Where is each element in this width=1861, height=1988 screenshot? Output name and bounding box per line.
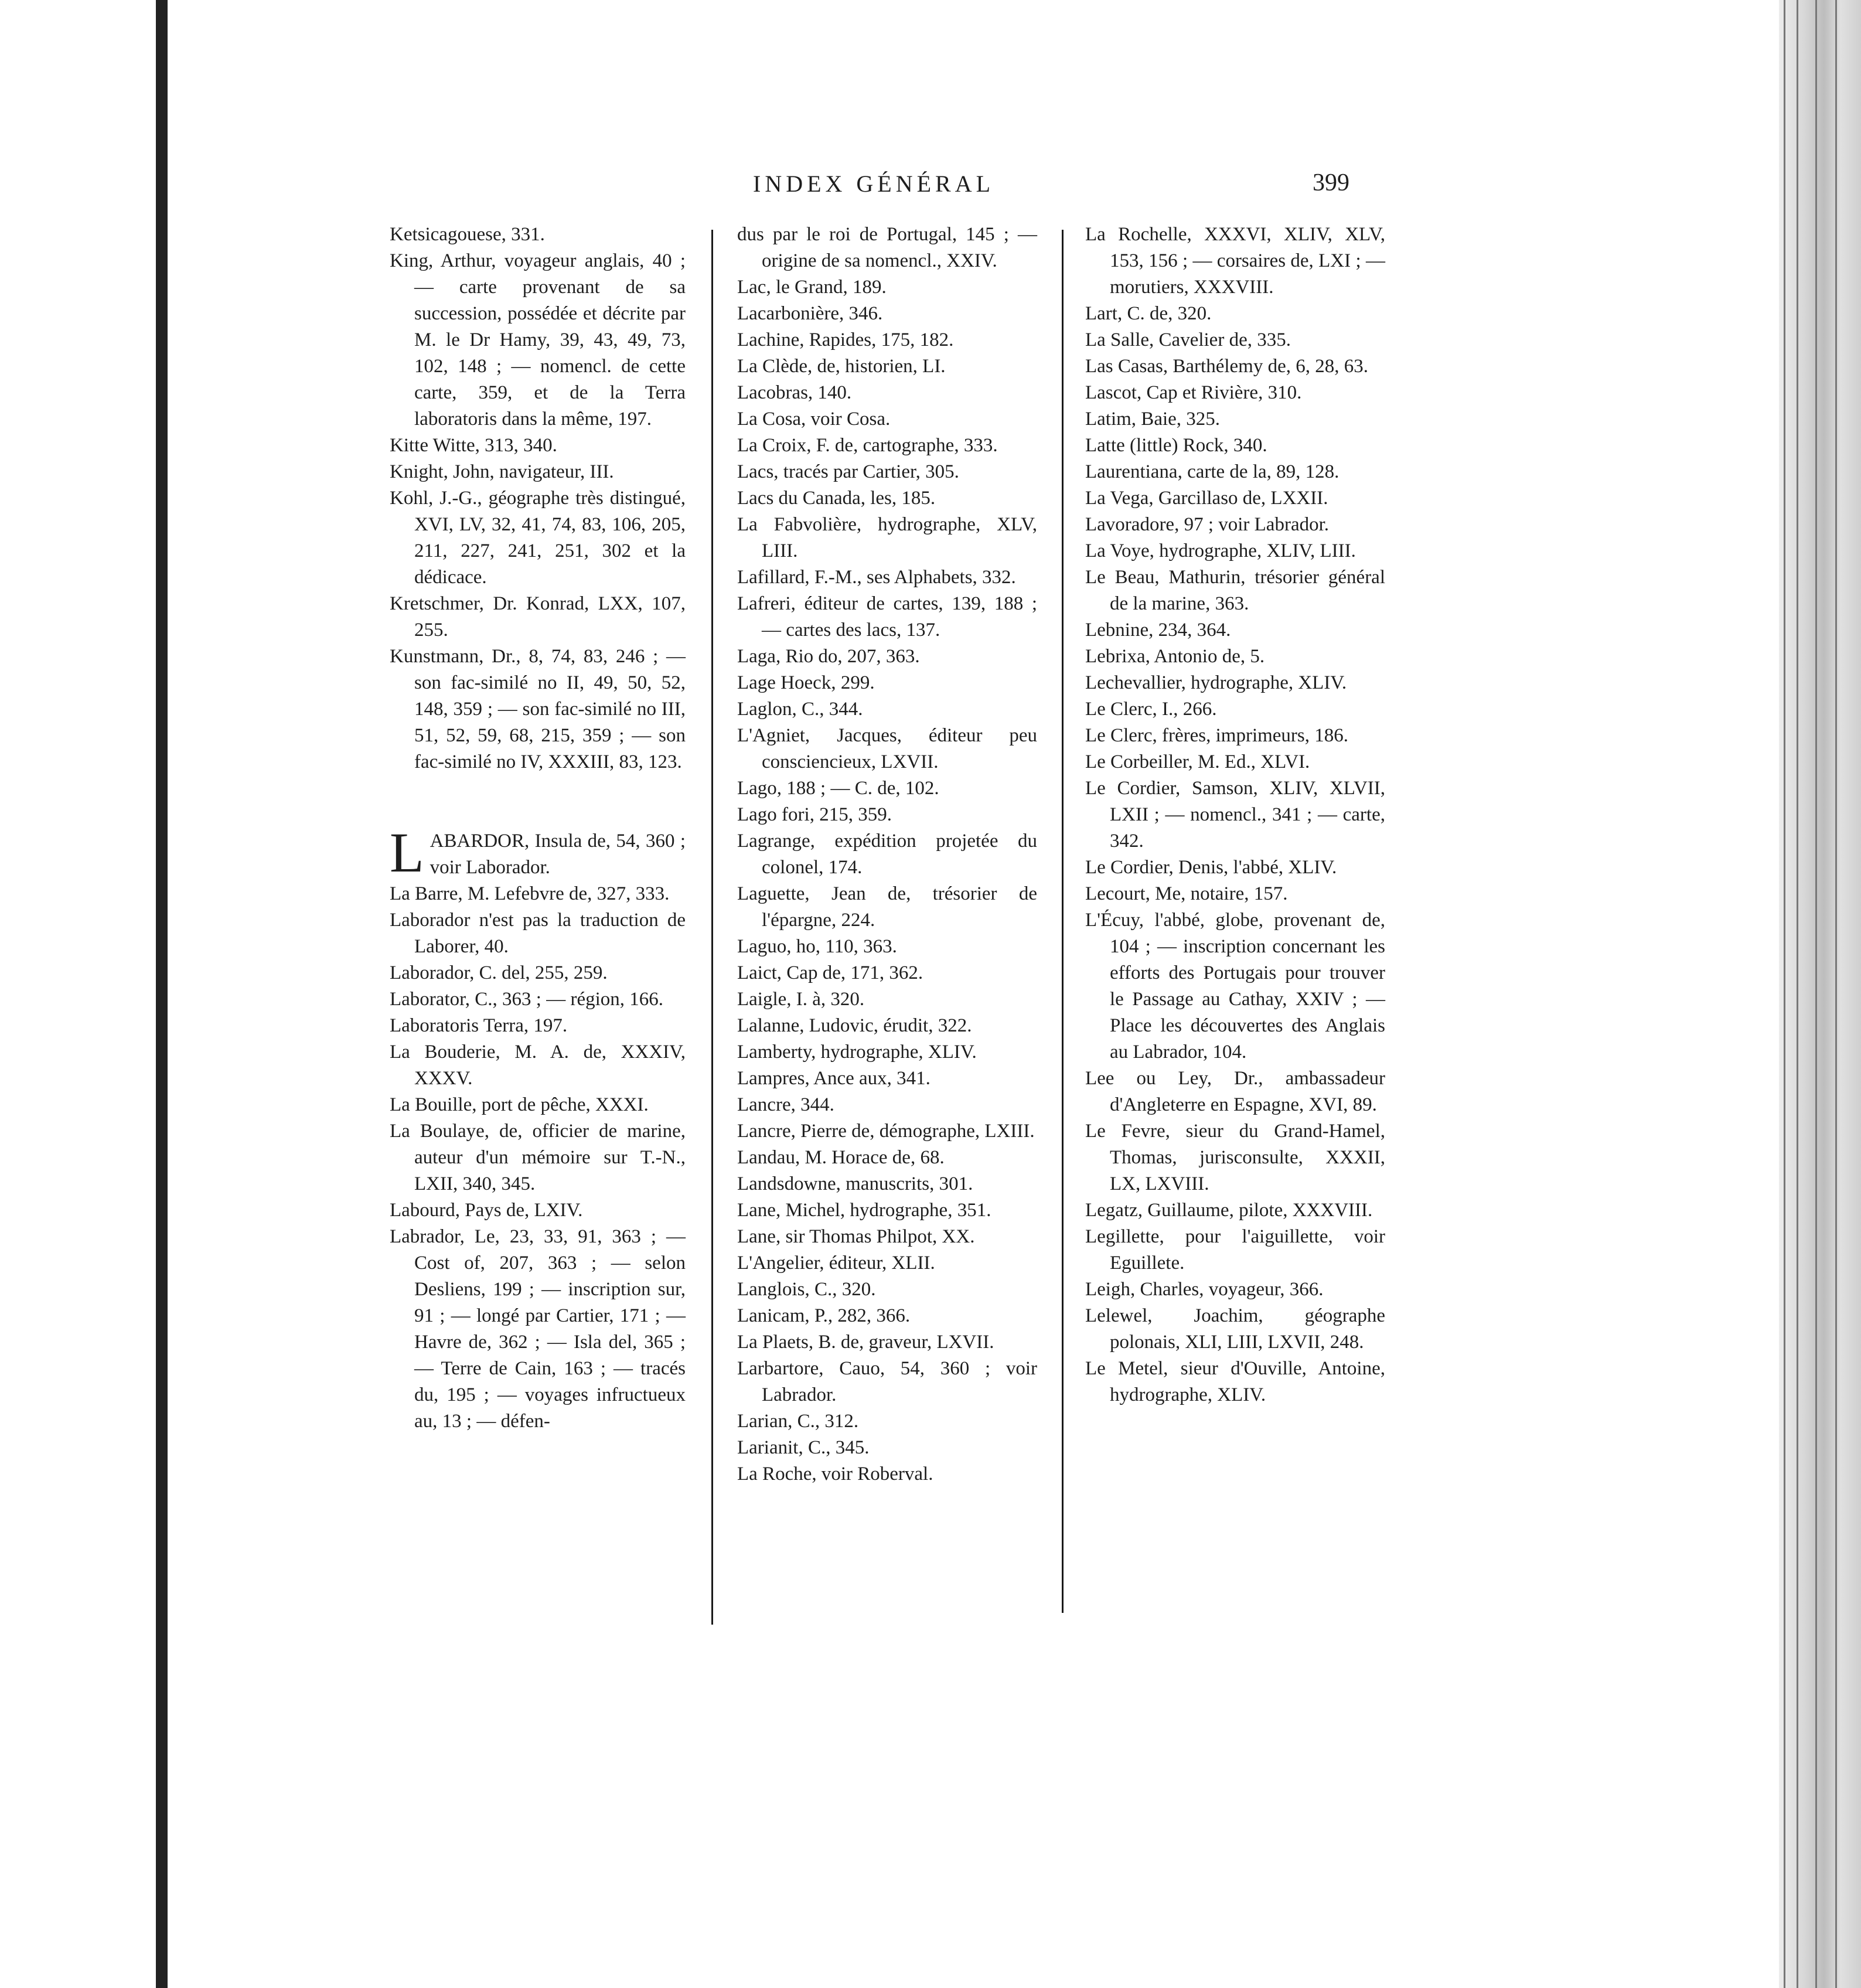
- index-entry: La Rochelle, XXXVI, XLIV, XLV, 153, 156 ; — corsaires de, LXI ; — morutiers, XXXVIII.: [1085, 224, 1385, 298]
- index-entry: La Bouderie, M. A. de, XXXIV, XXXV.: [390, 1041, 686, 1089]
- running-head: INDEX GÉNÉRAL: [753, 171, 995, 197]
- page-number: 399: [1313, 169, 1349, 196]
- index-entry: Las Casas, Barthélemy de, 6, 28, 63.: [1085, 356, 1368, 377]
- index-entry: Lane, Michel, hydrographe, 351.: [737, 1200, 991, 1221]
- index-entry: La Voye, hydrographe, XLIV, LIII.: [1085, 540, 1356, 561]
- index-entry: Langlois, C., 320.: [737, 1279, 876, 1300]
- index-entry: Laigle, I. à, 320.: [737, 989, 865, 1010]
- index-entry: Latte (little) Rock, 340.: [1085, 435, 1267, 456]
- dropcap-letter: L: [390, 821, 424, 884]
- index-entry: L'Écuy, l'abbé, globe, provenant de, 104 ; — inscription concernant les efforts des Portugais pour trouver le Passage au Cathay, XXIV ; — Place les découvertes des Anglais au Labrador, 104.: [1085, 910, 1385, 1063]
- index-entry: Lascot, Cap et Rivière, 310.: [1085, 382, 1302, 403]
- index-entry: Lechevallier, hydrographe, XLIV.: [1085, 672, 1347, 693]
- index-entry: Knight, John, navigateur, III.: [390, 461, 614, 482]
- page-binding-edge: [156, 0, 168, 1988]
- index-entry: Kohl, J.-G., géographe très distingué, XVI, LV, 32, 41, 74, 83, 106, 205, 211, 227, 241, 251, 302 et la dédicace.: [390, 488, 686, 588]
- index-entry: Lavoradore, 97 ; voir Labrador.: [1085, 514, 1330, 535]
- index-entry: Lacs, tracés par Cartier, 305.: [737, 461, 959, 482]
- page-stack-edge: [1779, 0, 1861, 1988]
- index-entry: L'Agniet, Jacques, éditeur peu consciencieux, LXVII.: [737, 725, 1037, 772]
- index-entry: Ketsicagouese, 331.: [390, 224, 545, 245]
- index-entry: Lancre, 344.: [737, 1094, 834, 1115]
- index-entry: Le Metel, sieur d'Ouville, Antoine, hydrographe, XLIV.: [1085, 1358, 1385, 1405]
- index-entry: Laurentiana, carte de la, 89, 128.: [1085, 461, 1339, 482]
- edge-line: [1784, 0, 1785, 1988]
- index-entry: La Vega, Garcillaso de, LXXII.: [1085, 488, 1328, 509]
- index-entry: Latim, Baie, 325.: [1085, 409, 1221, 430]
- index-entry: Laborator, C., 363 ; — région, 166.: [390, 989, 664, 1010]
- edge-line: [1835, 0, 1837, 1988]
- index-entry: L'Angelier, éditeur, XLII.: [737, 1252, 935, 1274]
- index-entry: Lacs du Canada, les, 185.: [737, 488, 936, 509]
- index-entry: Lamberty, hydrographe, XLIV.: [737, 1041, 977, 1063]
- index-entry: Lelewel, Joachim, géographe polonais, XLI, LIII, LXVII, 248.: [1085, 1305, 1385, 1353]
- index-entry: Le Fevre, sieur du Grand-Hamel, Thomas, jurisconsulte, XXXII, LX, LXVIII.: [1085, 1121, 1385, 1194]
- index-entry: Legillette, pour l'aiguillette, voir Eguillete.: [1085, 1226, 1385, 1274]
- index-entry: Lart, C. de, 320.: [1085, 303, 1212, 324]
- index-entry: Lagrange, expédition projetée du colonel, 174.: [737, 830, 1037, 878]
- section-l-first-entry: [390, 821, 686, 884]
- index-entry: Laguo, ho, 110, 363.: [737, 936, 897, 957]
- index-entry: Larianit, C., 345.: [737, 1437, 870, 1458]
- index-column-2: [737, 222, 1037, 1487]
- index-entry: La Boulaye, de, officier de marine, auteur d'un mémoire sur T.-N., LXII, 340, 345.: [390, 1121, 686, 1194]
- index-entry: Lac, le Grand, 189.: [737, 277, 887, 298]
- index-entry: Lalanne, Ludovic, érudit, 322.: [737, 1015, 972, 1036]
- index-entry: Leigh, Charles, voyageur, 366.: [1085, 1279, 1324, 1300]
- edge-line: [1797, 0, 1798, 1988]
- index-entry: Kitte Witte, 313, 340.: [390, 435, 557, 456]
- index-entry: La Fabvolière, hydrographe, XLV, LIII.: [737, 514, 1037, 561]
- column-rule: [711, 230, 713, 1625]
- index-entry: Lacobras, 140.: [737, 382, 852, 403]
- index-entry: Lago fori, 215, 359.: [737, 804, 892, 825]
- index-entry: Le Corbeiller, M. Ed., XLVI.: [1085, 751, 1310, 772]
- index-entry: Lebnine, 234, 364.: [1085, 619, 1231, 641]
- index-entry: Lebrixa, Antonio de, 5.: [1085, 646, 1265, 667]
- index-entry: Kretschmer, Dr. Konrad, LXX, 107, 255.: [390, 593, 686, 641]
- index-entry: La Croix, F. de, cartographe, 333.: [737, 435, 998, 456]
- index-entry: Lanicam, P., 282, 366.: [737, 1305, 911, 1326]
- edge-line: [1815, 0, 1817, 1988]
- index-entry: Laboratoris Terra, 197.: [390, 1015, 568, 1036]
- index-entry: Le Clerc, frères, imprimeurs, 186.: [1085, 725, 1349, 746]
- index-entry: Larian, C., 312.: [737, 1411, 859, 1432]
- index-entry: Landau, M. Horace de, 68.: [737, 1147, 945, 1168]
- index-entry: Legatz, Guillaume, pilote, XXXVIII.: [1085, 1200, 1373, 1221]
- index-entry: Labrador, Le, 23, 33, 91, 363 ; — Cost of, 207, 363 ; — selon Desliens, 199 ; — inscription sur, 91 ; — longé par Cartier, 171 ; — Havre de, 362 ; — Isla del, 365 ; — Terre de Cain, 163 ; — tracés du, 195 ; — voyages infructueux au, 13 ; — défen-: [390, 1226, 686, 1432]
- index-entry: Kunstmann, Dr., 8, 74, 83, 246 ; — son fac-similé no II, 49, 50, 52, 148, 359 ; — son fac-similé no III, 51, 52, 59, 68, 215, 359 ; — son fac-similé no IV, XXXIII, 83, 123.: [390, 646, 686, 772]
- index-entry: King, Arthur, voyageur anglais, 40 ; — carte provenant de sa succession, possédée et décrite par M. le Dr Hamy, 39, 43, 49, 73, 102, 148 ; — nomencl. de cette carte, 359, et de la Terra laboratoris dans la même, 197.: [390, 250, 686, 430]
- index-entry: Labourd, Pays de, LXIV.: [390, 1200, 583, 1221]
- index-entry: La Roche, voir Roberval.: [737, 1463, 933, 1485]
- column-rule: [1062, 230, 1064, 1613]
- index-entry: Lachine, Rapides, 175, 182.: [737, 329, 954, 350]
- index-entry: Larbartore, Cauo, 54, 360 ; voir Labrador.: [737, 1358, 1037, 1405]
- index-entry: Laguette, Jean de, trésorier de l'épargne, 224.: [737, 883, 1037, 931]
- index-entry: Le Cordier, Samson, XLIV, XLVII, LXII ; — nomencl., 341 ; — carte, 342.: [1085, 778, 1385, 852]
- index-entry: Le Clerc, I., 266.: [1085, 699, 1217, 720]
- index-entry: Lee ou Ley, Dr., ambassadeur d'Angleterre en Espagne, XVI, 89.: [1085, 1068, 1385, 1115]
- index-entry: Laglon, C., 344.: [737, 699, 863, 720]
- index-entry: Lafreri, éditeur de cartes, 139, 188 ; — cartes des lacs, 137.: [737, 593, 1037, 641]
- index-entry: Le Beau, Mathurin, trésorier général de la marine, 363.: [1085, 567, 1385, 614]
- index-column-3: [1085, 222, 1385, 1408]
- index-entry: Laict, Cap de, 171, 362.: [737, 962, 923, 983]
- dropcap-entry-text: ABARDOR, Insula de, 54, 360 ; voir Laborador.: [430, 830, 686, 878]
- index-entry: La Salle, Cavelier de, 335.: [1085, 329, 1291, 350]
- index-entry: La Clède, de, historien, LI.: [737, 356, 946, 377]
- index-entry: Lacarbonière, 346.: [737, 303, 883, 324]
- index-column-1: [390, 222, 686, 1435]
- index-entry: Laborador, C. del, 255, 259.: [390, 962, 608, 983]
- index-entry: Lage Hoeck, 299.: [737, 672, 875, 693]
- index-entry: Lafillard, F.-M., ses Alphabets, 332.: [737, 567, 1016, 588]
- index-entry: Le Cordier, Denis, l'abbé, XLIV.: [1085, 857, 1337, 878]
- index-entry: Lampres, Ance aux, 341.: [737, 1068, 930, 1089]
- section-gap: [390, 775, 686, 828]
- index-entry: La Cosa, voir Cosa.: [737, 409, 891, 430]
- index-entry: Landsdowne, manuscrits, 301.: [737, 1173, 973, 1194]
- index-entry: Lecourt, Me, notaire, 157.: [1085, 883, 1288, 904]
- index-entry: Lancre, Pierre de, démographe, LXIII.: [737, 1121, 1035, 1142]
- index-entry: La Bouille, port de pêche, XXXI.: [390, 1094, 649, 1115]
- index-entry: Lane, sir Thomas Philpot, XX.: [737, 1226, 975, 1247]
- index-entry: Lago, 188 ; — C. de, 102.: [737, 778, 939, 799]
- index-entry: La Plaets, B. de, graveur, LXVII.: [737, 1332, 994, 1353]
- index-entry: dus par le roi de Portugal, 145 ; — origine de sa nomencl., XXIV.: [737, 224, 1037, 271]
- index-entry: La Barre, M. Lefebvre de, 327, 333.: [390, 883, 670, 904]
- index-entry: Laborador n'est pas la traduction de Laborer, 40.: [390, 910, 686, 957]
- index-entry: Laga, Rio do, 207, 363.: [737, 646, 920, 667]
